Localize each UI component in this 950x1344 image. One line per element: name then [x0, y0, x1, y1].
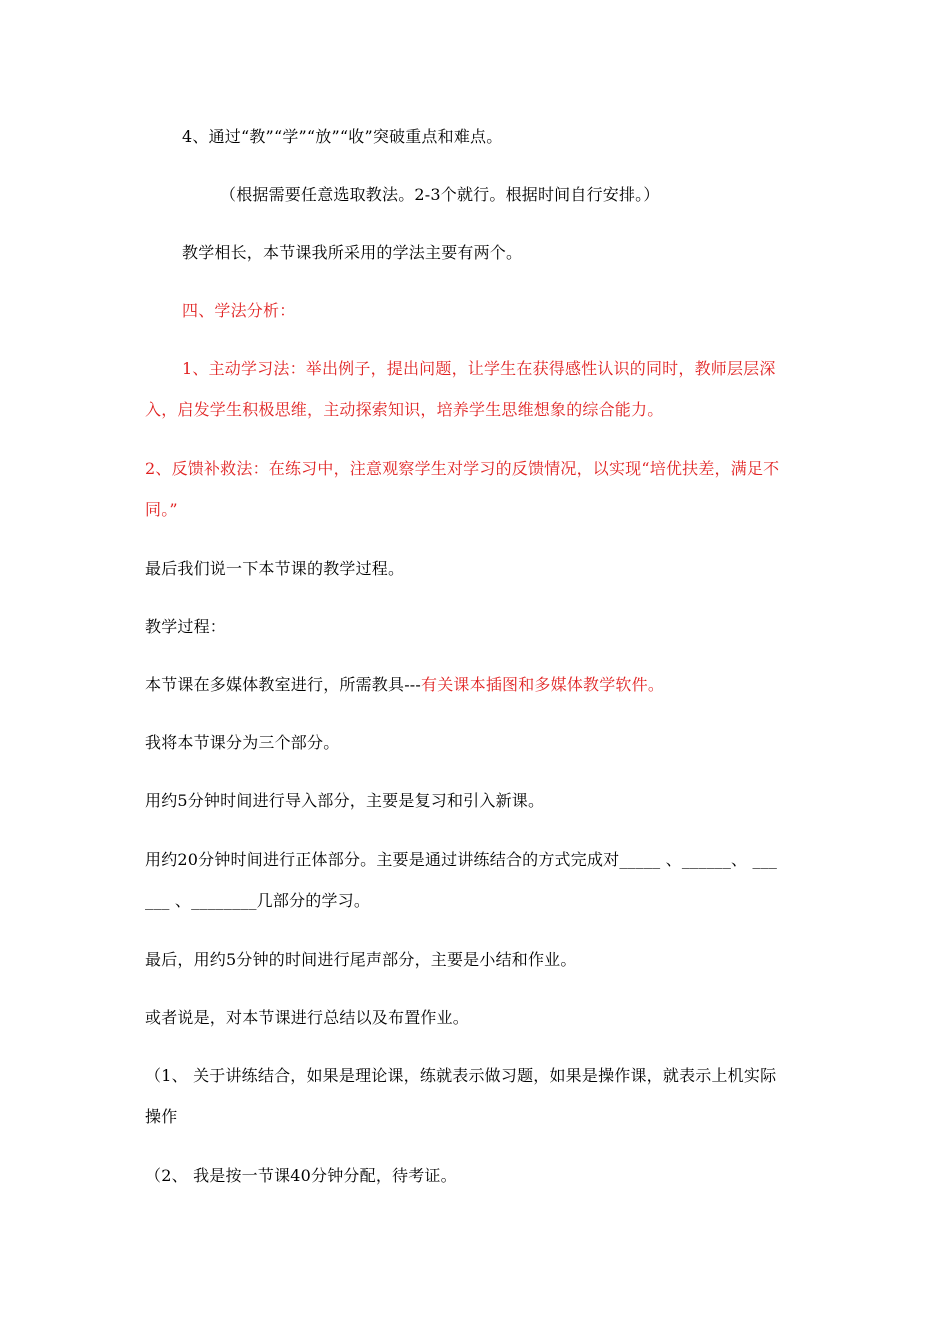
heading-learning-method-analysis: 四、学法分析： [182, 301, 296, 320]
paragraph-learning-methods-intro: 教学相长，本节课我所采用的学法主要有两个。 [182, 243, 523, 262]
paragraph-process-intro: 最后我们说一下本节课的教学过程。 [145, 559, 405, 578]
paragraph-active-learning-line1: 1、主动学习法：举出例子，提出问题，让学生在获得感性认识的同时，教师层层深 [182, 359, 776, 378]
paragraph-feedback-method-line1: 2、反馈补救法：在练习中，注意观察学生对学习的反馈情况，以实现“培优扶差，满足不 [145, 459, 780, 478]
paragraph-part-main-line1: 用约20分钟时间进行正体部分。主要是通过讲练结合的方式完成对_____ 、______、 ___ [145, 850, 778, 869]
paragraph-part-ending: 最后，用约5分钟的时间进行尾声部分，主要是小结和作业。 [145, 950, 577, 969]
paragraph-part-intro: 用约5分钟时间进行导入部分，主要是复习和引入新课。 [145, 791, 545, 810]
paragraph-active-learning-line2: 入，启发学生积极思维，主动探索知识，培养学生思维想象的综合能力。 [145, 400, 664, 419]
teaching-aids-items: 有关课本插图和多媒体教学软件。 [421, 675, 665, 694]
paragraph-summary-homework: 或者说是，对本节课进行总结以及布置作业。 [145, 1008, 470, 1027]
paragraph-note-teaching-methods: （根据需要任意选取教法。2-3个就行。根据时间自行安排。） [220, 185, 660, 204]
paragraph-teaching-method-4: 4、通过“教”“学”“放”“收”突破重点和难点。 [182, 127, 503, 146]
note-practice-line2: 操作 [145, 1107, 178, 1126]
paragraph-part-main-line2: ___ 、________几部分的学习。 [145, 891, 371, 910]
paragraph-feedback-method-line2: 同。” [145, 500, 178, 519]
note-time-allocation: （2、 我是按一节课40分钟分配，待考证。 [145, 1166, 457, 1185]
paragraph-three-parts: 我将本节课分为三个部分。 [145, 733, 340, 752]
paragraph-teaching-aids [145, 675, 664, 695]
teaching-aids-label: 本节课在多媒体教室进行，所需教具--- [145, 675, 422, 694]
note-practice-line1: （1、 关于讲练结合，如果是理论课，练就表示做习题，如果是操作课，就表示上机实际 [145, 1066, 777, 1085]
heading-teaching-process: 教学过程： [145, 617, 227, 636]
